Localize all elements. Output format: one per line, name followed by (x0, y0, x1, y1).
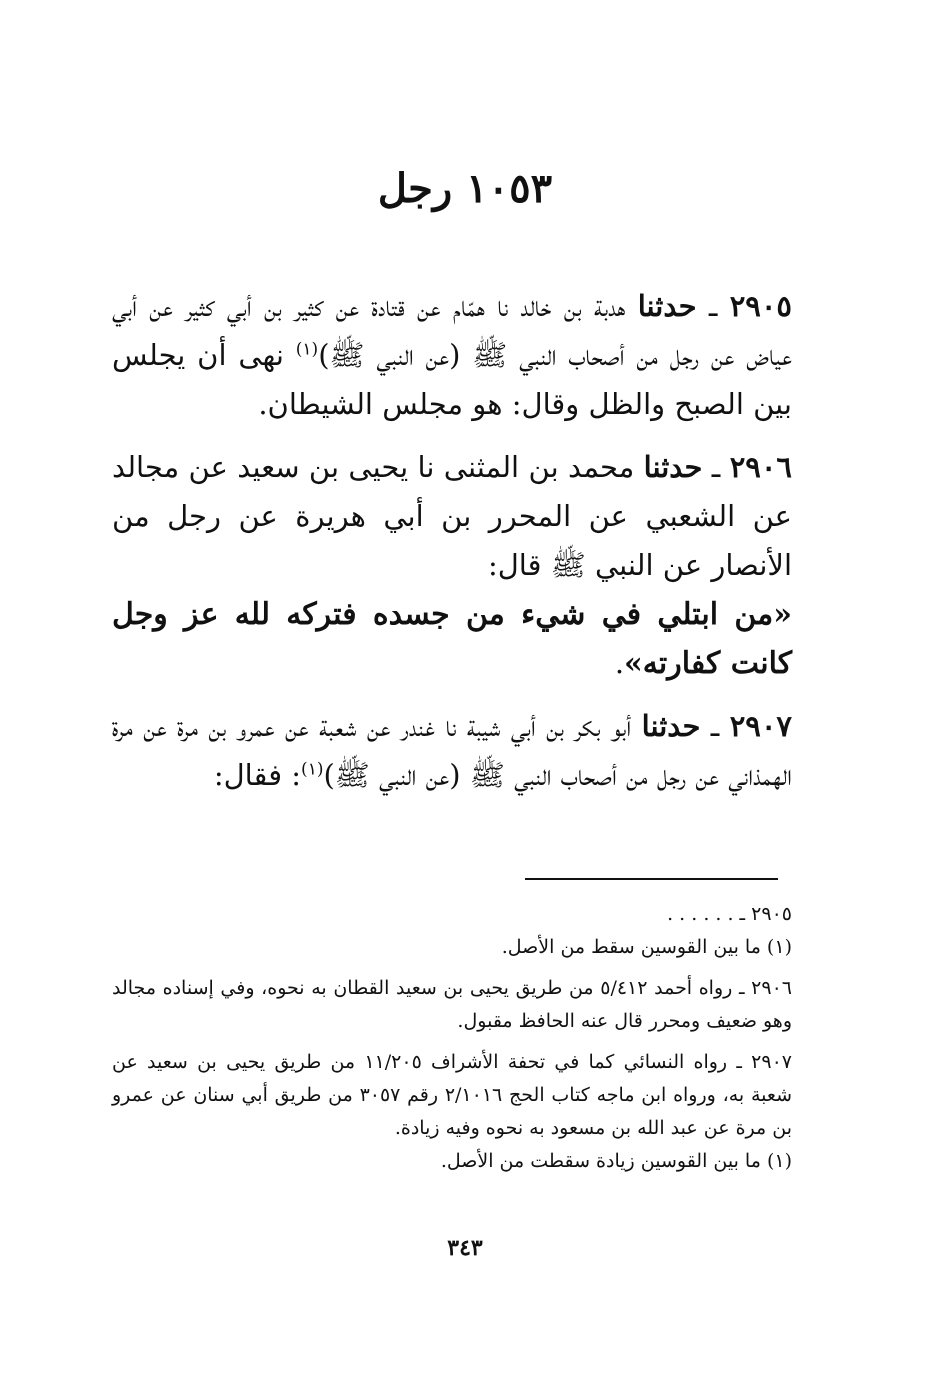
hadith-entry-2905 (112, 282, 792, 429)
hadith-entry-2906 (112, 443, 792, 688)
footnote-2907 (112, 1046, 792, 1178)
footnotes (112, 898, 792, 1186)
footnote-sub: (١) ما بين القوسين زيادة سقطت من الأصل. (440, 1150, 792, 1172)
footnote-line: ٢٩٠٦ ـ رواه أحمد ٥/٤١٢ من طريق يحيى بن سعيد القطان به نحوه، وفي إسناده مجالد وهو ضعيف ومحرر قال عنه الحافظ مقبول. (112, 977, 792, 1032)
hadith-quote: «من ابتلي في شيء من جسده فتركه لله عز وجل كانت كفارته» (112, 597, 792, 681)
hadith-text: هدبة بن خالد نا همّام عن قتادة عن كثير بن أبي كثير عن أبي عياض عن رجل من أصحاب النبي ﷺ (عن النبي ﷺ) (112, 289, 792, 372)
footnote-2906 (112, 972, 792, 1038)
hadith-keyword: حدثنا (641, 709, 701, 743)
footnote-line: ٢٩٠٥ ـ . . . . . . (667, 903, 792, 925)
hadith-number: ٢٩٠٦ (729, 450, 792, 484)
dash: ـ (700, 709, 730, 743)
hadith-text: محمد بن المثنى نا يحيى بن سعيد عن مجالد عن الشعبي عن المحرر بن أبي هريرة عن رجل من الأنصار عن النبي ﷺ قال: (112, 450, 792, 582)
main-text (112, 282, 792, 814)
dash: ـ (696, 289, 730, 323)
footnote-sub: (١) ما بين القوسين سقط من الأصل. (501, 936, 792, 958)
hadith-end: . (614, 646, 625, 680)
footnote-separator (525, 878, 778, 880)
hadith-number: ٢٩٠٥ (729, 289, 792, 323)
hadith-text-continued: : فقال: (213, 758, 302, 792)
footnote-marker: (١) (301, 759, 324, 780)
chapter-heading: ١٠٥٣ رجل (377, 165, 553, 212)
hadith-text-continued: نهى أن يجلس بين الصبح والظل وقال: هو مجلس الشيطان. (112, 338, 792, 421)
hadith-entry-2907 (112, 702, 792, 800)
page-number: ٣٤٣ (447, 1235, 483, 1261)
hadith-number: ٢٩٠٧ (729, 709, 793, 743)
footnote-marker: (١) (295, 339, 319, 360)
footnote-2905 (112, 898, 792, 964)
dash: ـ (702, 450, 730, 484)
hadith-text: أبو بكر بن أبي شيبة نا غندر عن شعبة عن عمرو بن مرة عن مرة الهمذاني عن رجل من أصحاب النبي ﷺ (عن النبي ﷺ) (112, 709, 792, 792)
hadith-keyword: حدثنا (643, 450, 703, 484)
hadith-keyword: حدثنا (637, 289, 697, 323)
footnote-line: ٢٩٠٧ ـ رواه النسائي كما في تحفة الأشراف ١١/٢٠٥ من طريق يحيى بن سعيد عن شعبة به، ورواه ابن ماجه كتاب الحج ٢/١٠١٦ رقم ٣٠٥٧ من طريق أبي سنان عن عمرو بن مرة عن عبد الله بن مسعود به نحوه وفيه زيادة. (112, 1051, 792, 1139)
